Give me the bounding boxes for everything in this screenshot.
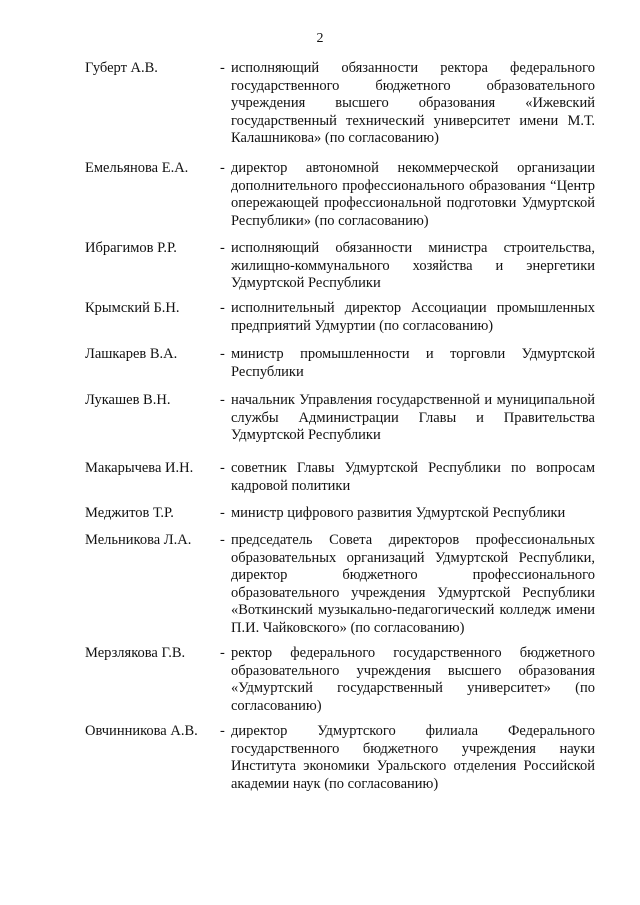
- member-dash: -: [220, 723, 225, 739]
- member-dash: -: [220, 240, 225, 256]
- member-position: председатель Совета директоров профессиональных образовательных организаций Удмуртской Республики, директор бюджетного профессионального образовательного учреждения Удмуртской Республики «Воткинский музыкально-педагогический колледж имени П.И. Чайковского» (по согласованию): [231, 532, 595, 636]
- member-dash: -: [220, 505, 225, 521]
- member-dash: -: [220, 392, 225, 408]
- member-name: Губерт А.В.: [85, 60, 158, 76]
- member-position: исполнительный директор Ассоциации промышленных предприятий Удмуртии (по согласованию): [231, 300, 595, 334]
- member-position: начальник Управления государственной и муниципальной службы Администрации Главы и Правительства Удмуртской Республики: [231, 392, 595, 444]
- member-position: министр промышленности и торговли Удмуртской Республики: [231, 346, 595, 380]
- member-position: директор автономной некоммерческой организации дополнительного профессионального образования “Центр опережающей профессиональной подготовки Удмуртской Республики» (по согласованию): [231, 160, 595, 229]
- member-position: исполняющий обязанности министра строительства, жилищно-коммунального хозяйства и энергетики Удмуртской Республики: [231, 240, 595, 292]
- member-position: министр цифрового развития Удмуртской Республики: [231, 505, 566, 521]
- member-name: Овчинникова А.В.: [85, 723, 198, 739]
- member-position: советник Главы Удмуртской Республики по вопросам кадровой политики: [231, 460, 595, 494]
- member-name: Мельникова Л.А.: [85, 532, 192, 548]
- member-dash: -: [220, 532, 225, 548]
- member-name: Лукашев В.Н.: [85, 392, 171, 408]
- member-name: Мерзлякова Г.В.: [85, 645, 186, 661]
- member-dash: -: [220, 346, 225, 362]
- member-name: Лашкарев В.А.: [85, 346, 178, 362]
- member-dash: -: [220, 60, 225, 76]
- member-dash: -: [220, 300, 225, 316]
- member-position: ректор федерального государственного бюджетного образовательного учреждения высшего образования «Удмуртский государственный университет» (по согласованию): [231, 645, 595, 714]
- member-position: директор Удмуртского филиала Федерального государственного бюджетного учреждения науки Института экономики Уральского отделения Российской академии наук (по согласованию): [231, 723, 595, 792]
- member-name: Макарычева И.Н.: [85, 460, 194, 476]
- member-position: исполняющий обязанности ректора федерального государственного бюджетного образовательного учреждения высшего образования «Ижевский государственный технический университет имени М.Т. Калашникова» (по согласованию): [231, 60, 595, 147]
- member-name: Меджитов Т.Р.: [85, 505, 174, 521]
- member-name: Ибрагимов Р.Р.: [85, 240, 177, 256]
- member-dash: -: [220, 645, 225, 661]
- member-name: Крымский Б.Н.: [85, 300, 180, 316]
- page-number: 2: [316, 31, 324, 46]
- member-dash: -: [220, 160, 225, 176]
- member-dash: -: [220, 460, 225, 476]
- member-name: Емельянова Е.А.: [85, 160, 189, 176]
